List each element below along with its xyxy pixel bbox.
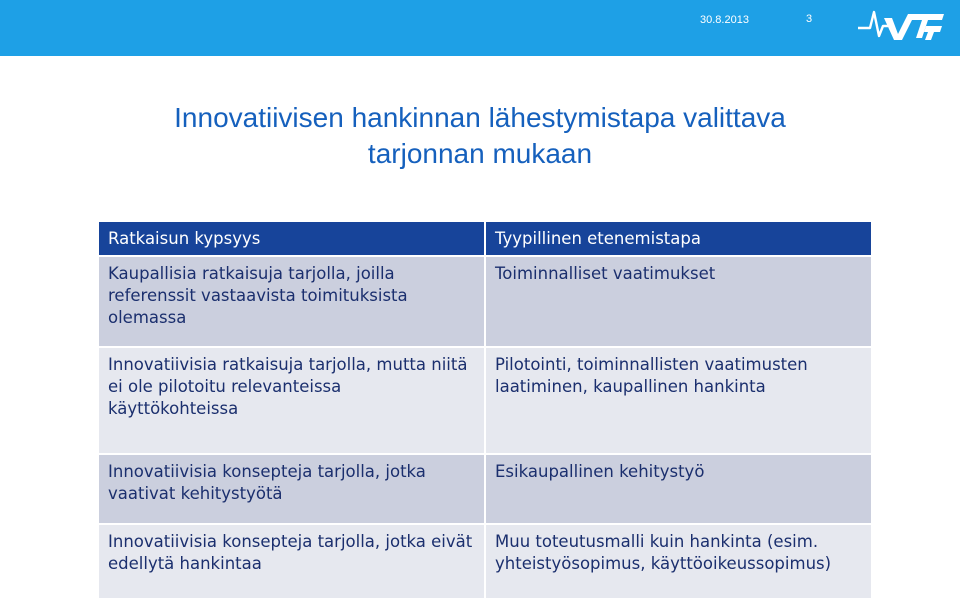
header-bar bbox=[0, 0, 960, 56]
cell-maturity: Kaupallisia ratkaisuja tarjolla, joilla referenssit vastaavista toimituksista olemassa bbox=[98, 256, 485, 347]
cell-approach: Pilotointi, toiminnallisten vaatimusten laatiminen, kaupallinen hankinta bbox=[485, 347, 872, 454]
table-row bbox=[98, 347, 872, 454]
header-approach: Tyypillinen etenemistapa bbox=[485, 221, 872, 256]
page-number: 3 bbox=[806, 13, 813, 25]
cell-approach: Esikaupallinen kehitystyö bbox=[485, 454, 872, 524]
title-line-1: Innovatiivisen hankinnan lähestymistapa valittava bbox=[174, 102, 786, 133]
cell-maturity: Innovatiivisia ratkaisuja tarjolla, mutta niitä ei ole pilotoitu relevanteissa käyttökohteissa bbox=[98, 347, 485, 454]
cell-maturity: Innovatiivisia konsepteja tarjolla, jotka vaativat kehitystyötä bbox=[98, 454, 485, 524]
vtt-logo bbox=[856, 6, 948, 44]
slide-title bbox=[60, 100, 900, 172]
table-row bbox=[98, 454, 872, 524]
cell-approach: Toiminnalliset vaatimukset bbox=[485, 256, 872, 347]
table-row bbox=[98, 524, 872, 599]
cell-approach: Muu toteutusmalli kuin hankinta (esim. yhteistyösopimus, käyttöoikeussopimus) bbox=[485, 524, 872, 599]
table-header-row bbox=[98, 221, 872, 256]
slide-date: 30.8.2013 bbox=[700, 14, 749, 26]
table-row bbox=[98, 256, 872, 347]
header-maturity: Ratkaisun kypsyys bbox=[98, 221, 485, 256]
title-line-2: tarjonnan mukaan bbox=[367, 138, 593, 169]
procurement-table bbox=[97, 220, 873, 600]
cell-maturity: Innovatiivisia konsepteja tarjolla, jotka eivät edellytä hankintaa bbox=[98, 524, 485, 599]
